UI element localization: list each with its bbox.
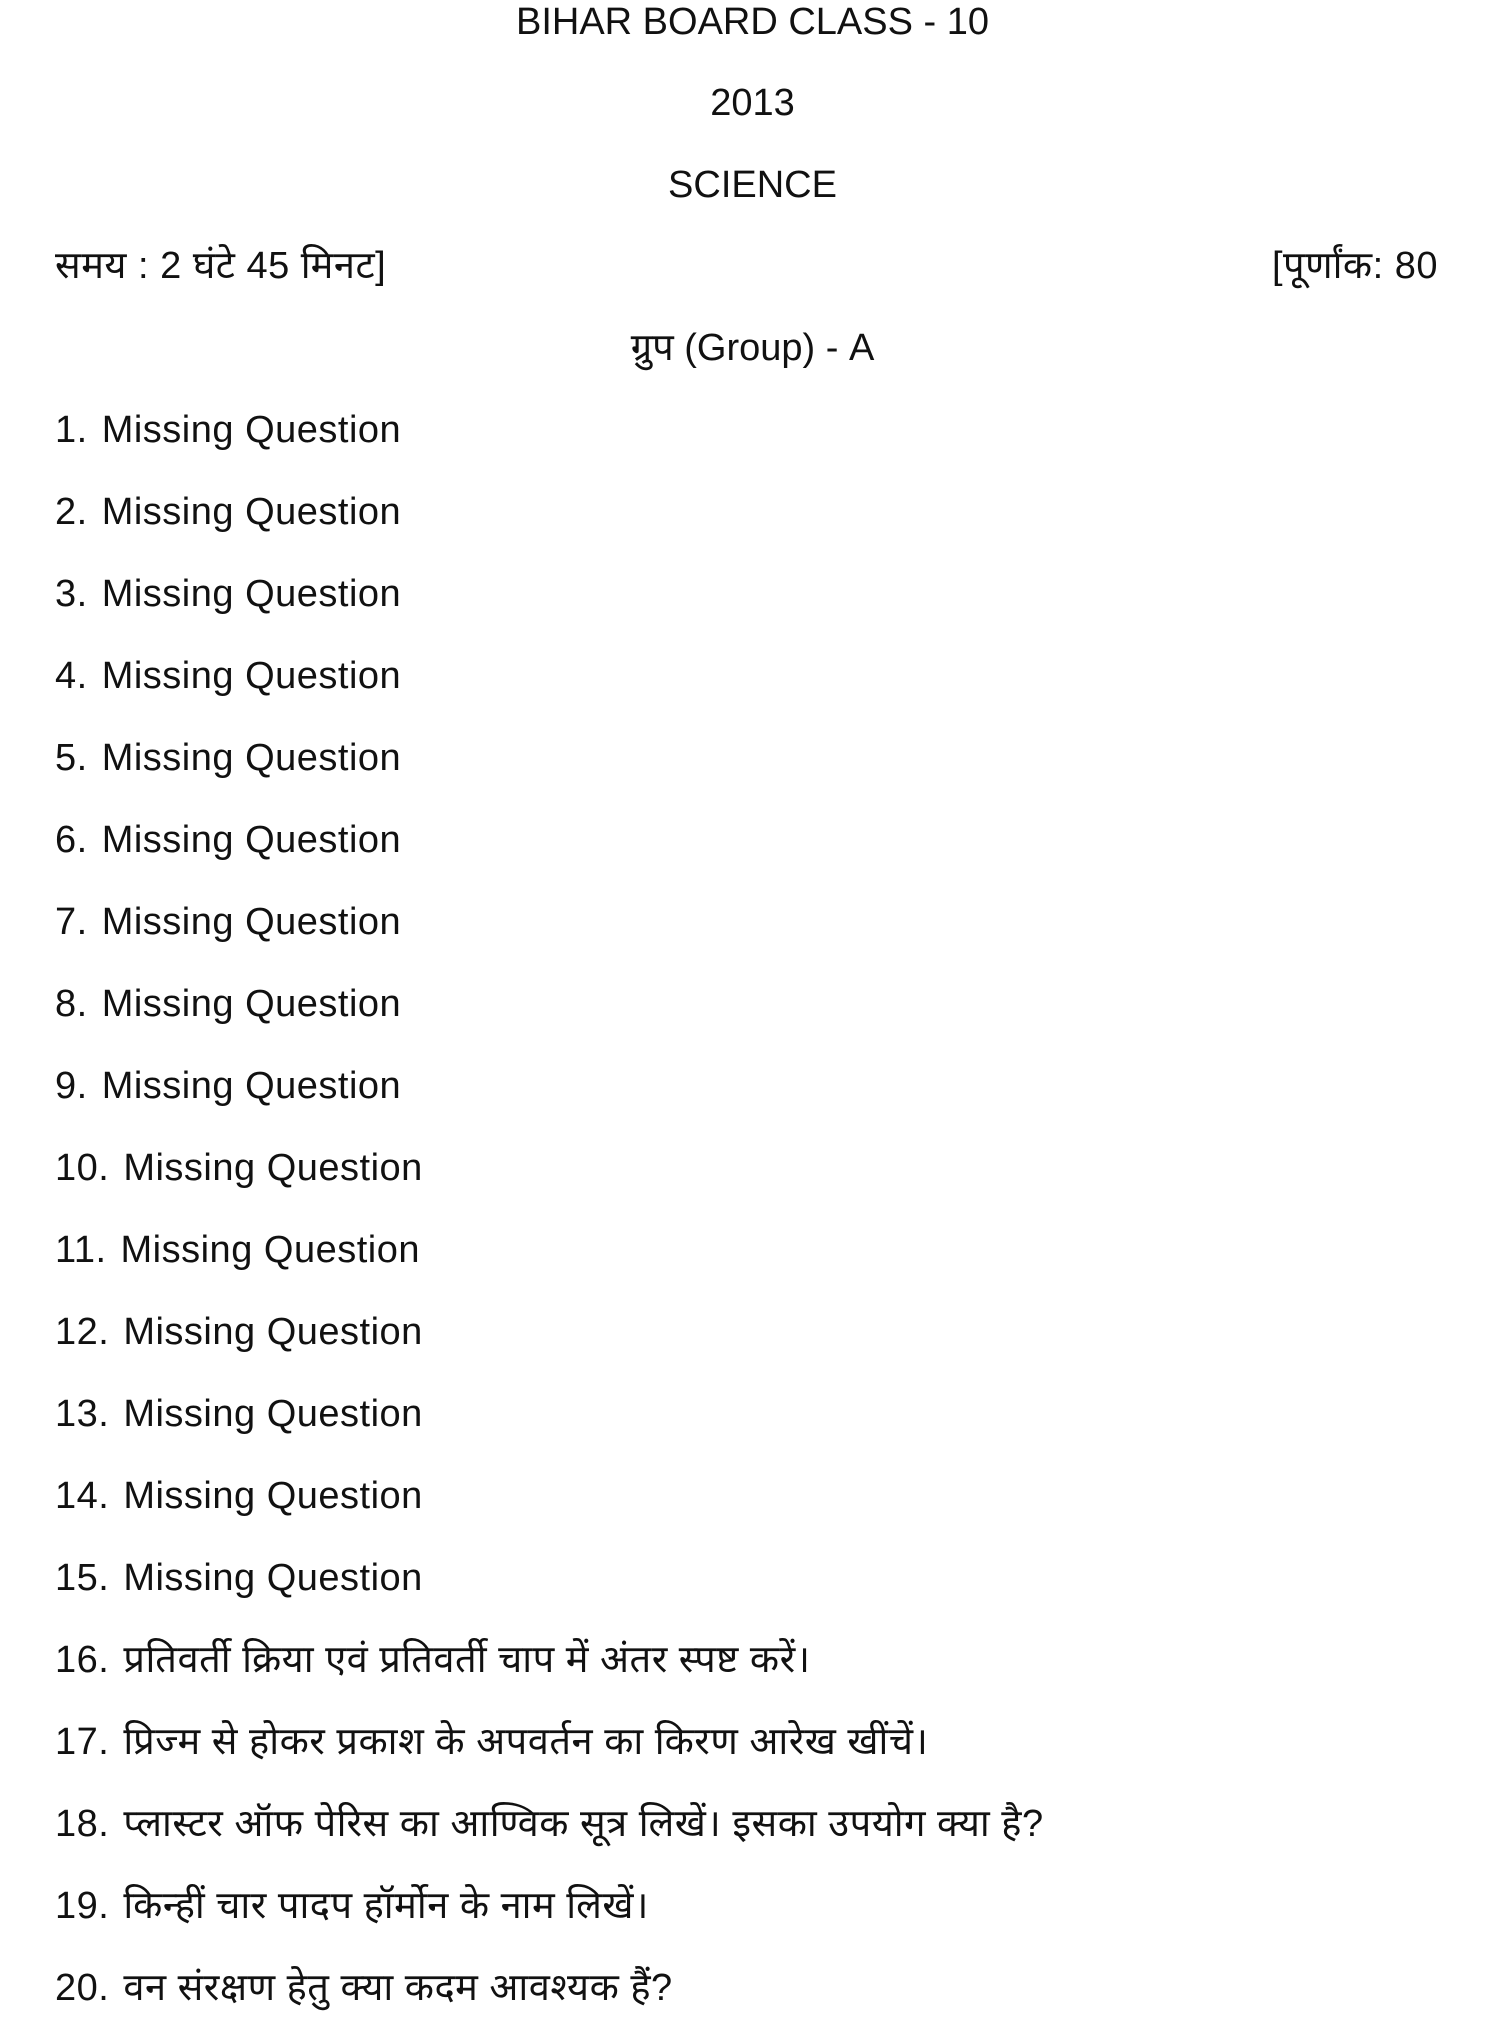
group-heading: ग्रुप (Group) - A bbox=[630, 327, 875, 369]
question-item: 11. Missing Question bbox=[55, 1229, 420, 1271]
question-item: 15. Missing Question bbox=[55, 1557, 423, 1599]
question-item: 19. किन्हीं चार पादप हॉर्मोन के नाम लिखें। bbox=[55, 1885, 649, 1927]
question-item: 10. Missing Question bbox=[55, 1147, 423, 1189]
exam-subject: SCIENCE bbox=[668, 164, 837, 206]
question-item: 17. प्रिज्म से होकर प्रकाश के अपवर्तन का किरण आरेख खींचें। bbox=[55, 1721, 929, 1763]
question-item: 1. Missing Question bbox=[55, 409, 402, 451]
question-item: 12. Missing Question bbox=[55, 1311, 423, 1353]
question-item: 6. Missing Question bbox=[55, 819, 402, 861]
question-item: 7. Missing Question bbox=[55, 901, 402, 943]
question-item: 9. Missing Question bbox=[55, 1065, 402, 1107]
question-item: 16. प्रतिवर्ती क्रिया एवं प्रतिवर्ती चाप में अंतर स्पष्ट करें। bbox=[55, 1639, 811, 1681]
question-item: 5. Missing Question bbox=[55, 737, 402, 779]
question-item: 20. वन संरक्षण हेतु क्या कदम आवश्यक हैं? bbox=[55, 1967, 673, 2009]
question-item: 2. Missing Question bbox=[55, 491, 402, 533]
question-item: 13. Missing Question bbox=[55, 1393, 423, 1435]
question-item: 14. Missing Question bbox=[55, 1475, 423, 1517]
question-item: 8. Missing Question bbox=[55, 983, 402, 1025]
exam-full-marks: [पूर्णांक: 80 bbox=[1271, 245, 1438, 287]
exam-time: समय : 2 घंटे 45 मिनट] bbox=[55, 245, 387, 287]
question-item: 4. Missing Question bbox=[55, 655, 402, 697]
exam-title: BIHAR BOARD CLASS - 10 bbox=[515, 1, 990, 43]
exam-year: 2013 bbox=[710, 82, 795, 124]
question-item: 18. प्लास्टर ऑफ पेरिस का आण्विक सूत्र लिखें। इसका उपयोग क्या है? bbox=[55, 1803, 1044, 1845]
question-item: 3. Missing Question bbox=[55, 573, 402, 615]
